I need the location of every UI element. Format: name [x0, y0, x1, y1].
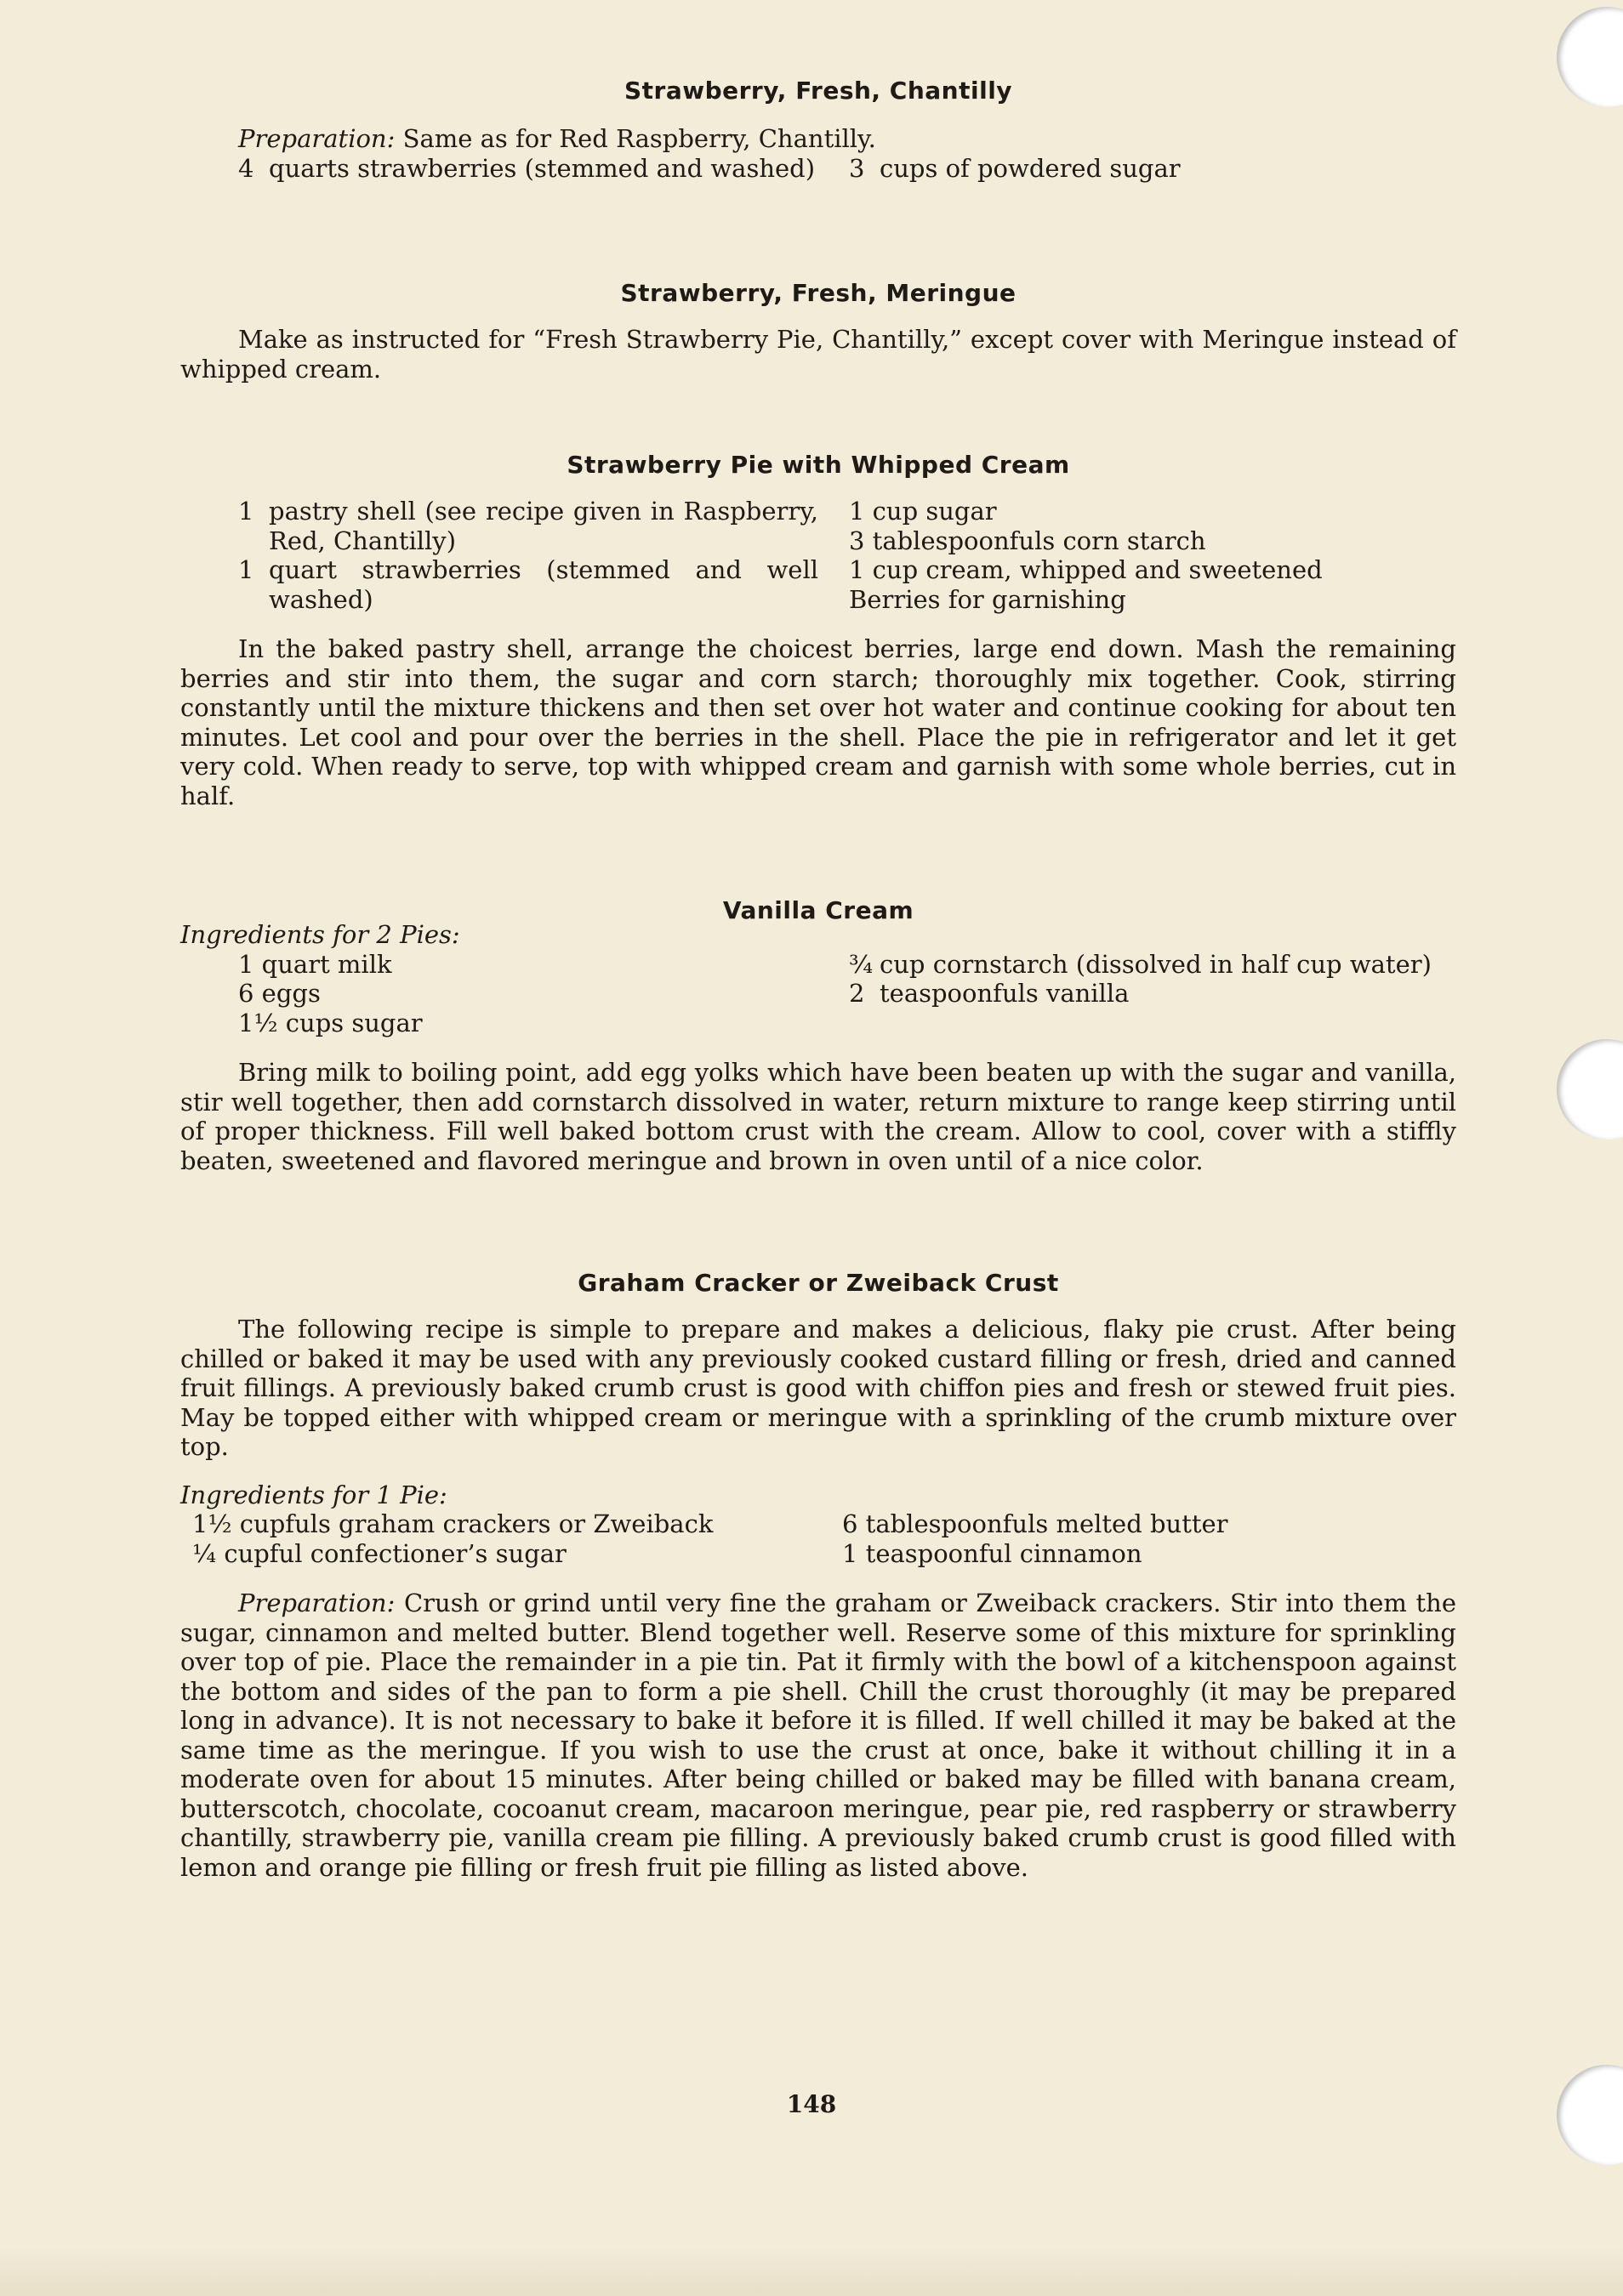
- recipe-paragraph: Make as instructed for “Fresh Strawberry Pie, Chantilly,” except cover with Meringue instead of whipped cream.: [180, 325, 1456, 384]
- recipe-title-strawberry-whipped-cream: Strawberry Pie with Whipped Cream: [567, 451, 1070, 479]
- ingredients-right: [818, 154, 1456, 184]
- ingredient-item: [238, 497, 818, 555]
- recipe-paragraph: In the baked pastry shell, arrange the choicest berries, large end down. Mash the remaining berries and stir into them, the sugar and corn starch; thoroughly mix together. Cook, stirring constantly until the mixture thickens and then set over hot water and continue cooking for about ten minutes. Let cool and pour over the berries in the shell. Place the pie in refrigerator and let it get very cold. When ready to serve, top with whipped cream and garnish with some whole berries, cut in half.: [180, 634, 1456, 810]
- recipe-vanilla-cream: [180, 920, 1456, 1175]
- recipe-strawberry-meringue: [180, 325, 1456, 384]
- preparation-line: [180, 124, 1456, 154]
- ingredient-item: [238, 555, 818, 614]
- ingredient-item: 3 tablespoonfuls corn starch: [849, 526, 1206, 555]
- ingredients-label: Ingredients for 2 Pies:: [180, 920, 460, 949]
- ingredient-text: cup cornstarch (dissolved in half cup water): [880, 949, 1432, 979]
- ingredient-quantity: 1: [238, 555, 254, 584]
- ingredient-item: 1½ cupfuls graham crackers or Zweiback: [192, 1509, 714, 1538]
- ingredient-text: quarts strawberries (stemmed and washed): [269, 153, 816, 183]
- ingredients-label: Ingredients for 1 Pie:: [180, 1480, 447, 1509]
- recipe-title-strawberry-chantilly: Strawberry, Fresh, Chantilly: [624, 77, 1013, 105]
- ingredient-item: ¼ cupful confectioner’s sugar: [192, 1538, 567, 1568]
- ingredient-columns: [180, 1509, 1456, 1568]
- ingredient-text: teaspoonfuls vanilla: [880, 979, 1130, 1008]
- preparation-text: Same as for Red Raspberry, Chantilly.: [395, 124, 876, 153]
- ingredient-item: 1 quart milk: [238, 949, 392, 979]
- ingredients-right: [818, 1509, 1456, 1568]
- ingredients-left: [180, 1509, 818, 1568]
- ingredient-columns: [180, 497, 1456, 614]
- ingredient-item: 1 cup cream, whipped and sweetened: [849, 555, 1323, 584]
- binder-hole-middle: [1557, 1039, 1623, 1139]
- ingredient-columns: [180, 950, 1456, 1038]
- ingredient-text: quart strawberries (stemmed and well washed): [269, 555, 818, 614]
- ingredient-quantity: 2: [849, 979, 865, 1008]
- ingredients-left: [180, 154, 818, 184]
- ingredient-item: [238, 154, 818, 184]
- ingredient-item: 6 tablespoonfuls melted butter: [842, 1509, 1228, 1538]
- ingredient-item: 1½ cups sugar: [238, 1008, 423, 1037]
- ingredient-columns: [180, 154, 1456, 184]
- ingredients-left: [180, 950, 818, 1038]
- recipe-title-vanilla-cream: Vanilla Cream: [722, 896, 914, 924]
- ingredient-item: [849, 950, 1456, 980]
- binder-hole-top: [1557, 7, 1623, 107]
- ingredients-right: [818, 497, 1456, 614]
- recipe-title-strawberry-meringue: Strawberry, Fresh, Meringue: [620, 279, 1017, 307]
- ingredient-text: pastry shell (see recipe given in Raspberry, Red, Chantilly): [269, 497, 818, 555]
- ingredient-quantity: 3: [849, 153, 865, 183]
- ingredient-item: [849, 979, 1456, 1009]
- ingredient-text: cups of powdered sugar: [880, 153, 1181, 183]
- recipe-intro-paragraph: The following recipe is simple to prepare and makes a delicious, flaky pie crust. After being chilled or baked it may be used with any previously cooked custard filling or fresh, dried and canned fruit fillings. A previously baked crumb crust is good with chiffon pies and fresh or stewed fruit pies. May be topped either with whipped cream or meringue with a sprinkling of the crumb mixture over top.: [180, 1315, 1456, 1461]
- recipe-title-graham-crust: Graham Cracker or Zweiback Crust: [578, 1269, 1059, 1297]
- recipe-graham-crust: [180, 1315, 1456, 1882]
- ingredient-item: [849, 154, 1456, 184]
- preparation-paragraph: [180, 1588, 1456, 1882]
- ingredient-quantity: 4: [238, 153, 254, 183]
- page-number: 148: [786, 2090, 837, 2118]
- ingredient-item: 1 cup sugar: [849, 497, 997, 526]
- ingredient-quantity: ¾: [849, 949, 874, 979]
- recipe-strawberry-chantilly: [180, 124, 1456, 183]
- ingredient-item: 1 teaspoonful cinnamon: [842, 1538, 1142, 1568]
- ingredient-item: 6 eggs: [238, 979, 321, 1008]
- preparation-label: Preparation:: [238, 1588, 396, 1617]
- ingredients-left: [180, 497, 818, 614]
- recipe-paragraph: Bring milk to boiling point, add egg yolks which have been beaten up with the sugar and vanilla, stir well together, then add cornstarch dissolved in water, return mixture to range keep stirring until of proper thickness. Fill well baked bottom crust with the cream. Allow to cool, cover with a stiffly beaten, sweetened and flavored meringue and brown in oven until of a nice color.: [180, 1058, 1456, 1175]
- recipe-strawberry-whipped-cream: [180, 497, 1456, 810]
- ingredients-right: [818, 950, 1456, 1038]
- preparation-text: Crush or grind until very fine the graham or Zweiback crackers. Stir into them the sugar, cinnamon and melted butter. Blend together well. Reserve some of this mixture for sprinkling over top of pie. Place the remainder in a pie tin. Pat it firmly with the bowl of a kitchenspoon against the bottom and sides of the pan to form a pie shell. Chill the crust thoroughly (it may be prepared long in advance). It is not necessary to bake it before it is filled. If well chilled it may be baked at the same time as the meringue. If you wish to use the crust at once, bake it without chilling it in a moderate oven for about 15 minutes. After being chilled or baked may be filled with banana cream, butterscotch, chocolate, cocoanut cream, macaroon meringue, pear pie, red raspberry or strawberry chantilly, strawberry pie, vanilla cream pie filling. A previously baked crumb crust is good filled with lemon and orange pie filling or fresh fruit pie filling as listed above.: [180, 1588, 1456, 1882]
- preparation-label: Preparation:: [238, 124, 396, 153]
- ingredient-quantity: 1: [238, 497, 254, 526]
- ingredient-item: Berries for garnishing: [849, 584, 1126, 614]
